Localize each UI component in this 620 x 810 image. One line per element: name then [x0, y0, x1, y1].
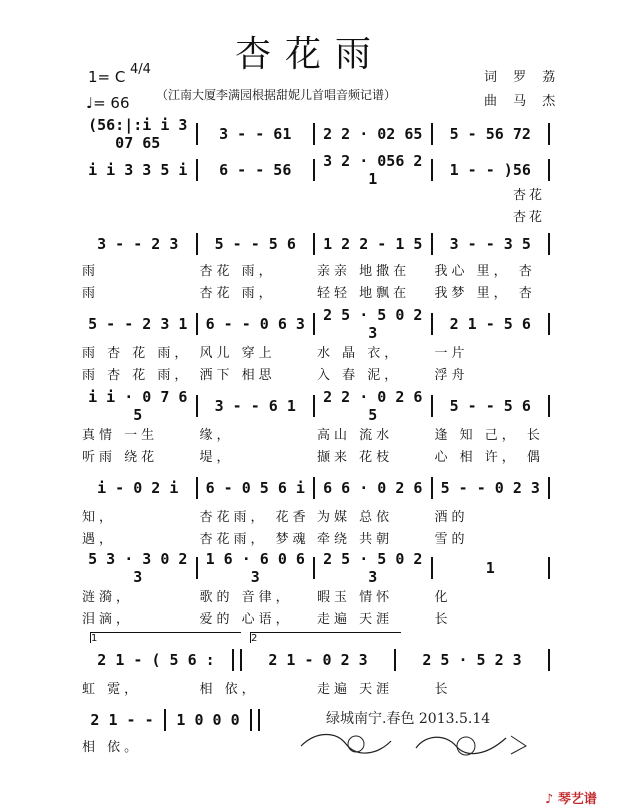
- measure: 6 - - 0 6 3: [205, 315, 305, 333]
- measure: 3 2 · 056 2 1: [323, 152, 423, 188]
- notation-row: [80, 648, 550, 672]
- measure: 5 - - 2 3 1: [88, 315, 188, 333]
- lyricist-credit: 词 罗 荔: [484, 70, 562, 85]
- lyric-line: 雨 杏花 雨， 亲亲 地撒在 我心 里， 杏: [82, 264, 536, 278]
- quarter-note-icon: ♩: [86, 94, 94, 112]
- measure: 2 1 - 5 6: [449, 315, 531, 333]
- measure: 5 - - 5 6: [449, 397, 531, 415]
- measure: (56:|:i i 3 07 65: [88, 116, 188, 152]
- notation-row: [80, 152, 550, 188]
- measure: 6 - 0 5 6 i: [205, 479, 305, 497]
- measure: 3 - - 2 3: [97, 235, 179, 253]
- lyric-line: 雨 杏花 雨， 轻轻 地飘在 我梦 里， 杏: [82, 286, 536, 300]
- music-logo-icon: ♪: [545, 792, 554, 807]
- measure: i i · 0 7 6 5: [88, 388, 188, 424]
- lyric-line: 听雨 绕花 堤， 撷来 花枝 心 相 许， 偶: [82, 450, 544, 464]
- measure: 1 2 2 - 1 5: [323, 235, 423, 253]
- song-title: 杏花雨: [234, 34, 385, 75]
- measure: 3 - - 3 5: [449, 235, 531, 253]
- lyric-line: 涟漪， 歌的 音律， 暇玉 情怀 化: [82, 590, 452, 604]
- notation-row: [80, 306, 550, 342]
- measure: 6 - - 56: [219, 161, 292, 179]
- measure: 1 0 0 0: [176, 711, 240, 729]
- site-watermark: ♪ 琴艺谱: [545, 792, 597, 807]
- composer-credit: 曲 马 杰: [484, 94, 562, 109]
- lyric-pickup: 杏花: [512, 210, 545, 225]
- key-signature: 1= C: [88, 68, 126, 86]
- final-barline: [250, 709, 260, 731]
- volta-2: 2: [250, 632, 401, 643]
- lyric-line: 遇， 杏花雨， 梦魂 牵绕 共朝 雪的: [82, 532, 469, 546]
- measure: i - 0 2 i: [97, 479, 179, 497]
- measure: 5 - - 5 6: [214, 235, 296, 253]
- volta-1: 1: [90, 632, 241, 643]
- measure: 2 2 · 0 2 6 5: [323, 388, 423, 424]
- transcription-note: （江南大厦李满园根据甜妮儿首唱音频记谱）: [156, 88, 397, 102]
- measure: 5 - 56 72: [449, 125, 531, 143]
- lyric-line: 虹 霓， 相 依， 走遍 天涯 长: [82, 682, 452, 696]
- lyric-line: 雨 杏 花 雨， 风儿 穿上 水 晶 衣， 一片: [82, 346, 469, 360]
- measure: 2 5 · 5 2 3: [422, 651, 522, 669]
- notation-row: [80, 476, 550, 500]
- tempo-marking: ♩= 66: [86, 94, 130, 112]
- signature-text: 绿城南宁.春色 2013.5.14: [326, 711, 491, 727]
- measure: 5 3 · 3 0 2 3: [88, 550, 188, 586]
- measure: 2 5 · 5 0 2 3: [323, 550, 423, 586]
- measure: 1 6 · 6 0 6 3: [205, 550, 305, 586]
- measure: 2 1 - 0 2 3: [268, 651, 368, 669]
- measure: 2 1 - ( 5 6 :: [97, 651, 215, 669]
- lyric-line: 相 依。: [82, 740, 142, 754]
- measure: 1 - - )56: [449, 161, 531, 179]
- measure: 2 2 · 02 65: [323, 125, 423, 143]
- lyric-line: 雨 杏 花 雨， 洒下 相思 入 春 泥， 浮舟: [82, 368, 469, 382]
- measure: i i 3 3 5 i: [88, 161, 188, 179]
- time-signature: 4/4: [130, 62, 151, 77]
- lyric-line: 知， 杏花雨， 花香 为媒 总依 酒的: [82, 510, 469, 524]
- measure: 2 5 · 5 0 2 3: [323, 306, 423, 342]
- measure: 3 - - 6 1: [214, 397, 296, 415]
- measure: 5 - - 0 2 3: [440, 479, 540, 497]
- lyric-line: 泪滴， 爱的 心语， 走遍 天涯 长: [82, 612, 452, 626]
- lyric-pickup: 杏花: [512, 188, 545, 203]
- decorative-flourish-icon: [296, 726, 536, 762]
- notation-row: [80, 116, 550, 152]
- notation-row: [80, 708, 260, 732]
- measure: 2 1 - -: [90, 711, 154, 729]
- notation-row: [80, 550, 550, 586]
- measure: 1: [485, 559, 495, 577]
- notation-row: [80, 388, 550, 424]
- measure: 3 - - 61: [219, 125, 292, 143]
- lyric-line: 真情 一生 缘， 高山 流水 逢 知 己， 长: [82, 428, 544, 442]
- measure: 6 6 · 0 2 6: [323, 479, 423, 497]
- notation-row: [80, 232, 550, 256]
